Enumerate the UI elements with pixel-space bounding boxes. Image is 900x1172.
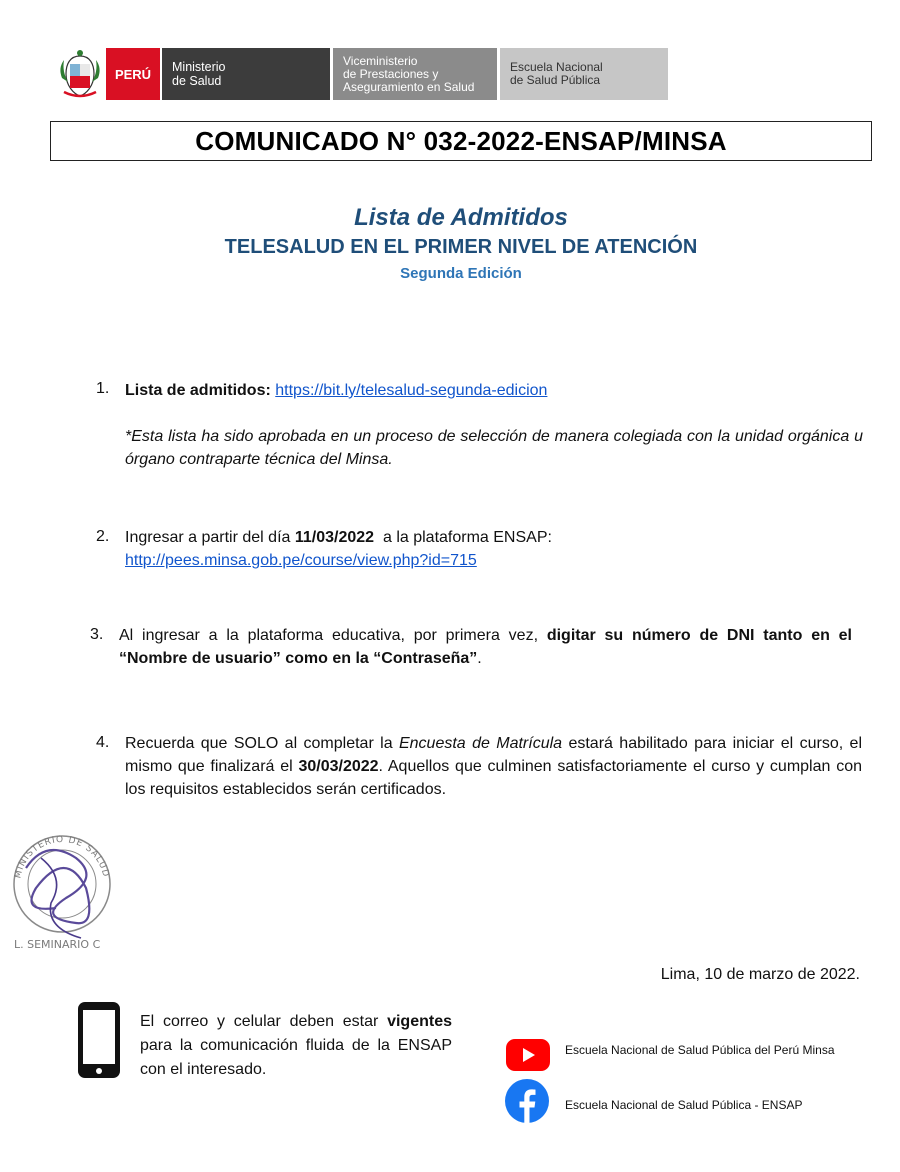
notice-text-b: para la comunicación fluida de la ENSAP con el interesado. [140,1037,452,1078]
item-4-italic: Encuesta de Matrícula [398,735,563,752]
escuela-nacional-block: Escuela Nacional de Salud Pública [500,48,668,100]
item-1-label: Lista de admitidos: [125,382,271,399]
item-4-text-c: . Aquellos que culminen satisfactoriamente el curso y cumplan con los requisitos establecidos serán certificados. [125,758,862,798]
ministerio-de-salud-block: Ministerio de Salud [162,48,330,100]
item-1-note: *Esta lista ha sido aprobada en un proceso de selección de manera colegiada con la unidad orgánica u órgano contraparte técnica del Minsa. [125,428,863,468]
peru-coat-of-arms-logo [56,48,104,100]
item-3-text-a: Al ingresar a la plataforma educativa, por primera vez, [119,627,547,644]
item-3-text-b: . [477,650,482,667]
document-title: COMUNICADO N° 032-2022-ENSAP/MINSA [50,121,872,161]
item-3-number: 3. [90,626,104,643]
peru-brand-block: PERÚ [106,48,160,100]
item-4-text-b: estará habilitado para iniciar el curso, el mismo que finalizará el [125,735,862,775]
subtitle-edition: Segunda Edición [400,265,522,282]
item-4-text [125,732,862,801]
item-3-text [119,624,852,670]
item-3-bold: digitar su número de DNI tanto en el “Nombre de usuario” como en la “Contraseña” [119,627,853,667]
youtube-icon[interactable] [506,1039,550,1071]
item-2-link-line [125,549,477,572]
mobile-phone-icon [76,1000,122,1080]
contact-notice [140,1010,452,1082]
item-4-date: 30/03/2022 [298,758,379,775]
item-2-number: 2. [96,528,110,545]
item-1-line [125,379,865,402]
item-2-line [125,526,865,549]
viceministerio-block: Viceministerio de Prestaciones y Aseguramiento en Salud [333,48,497,100]
youtube-channel-name[interactable]: Escuela Nacional de Salud Pública del Perú Minsa [565,1043,835,1057]
ensap-platform-link[interactable]: http://pees.minsa.gob.pe/course/view.php?id=715 [125,552,477,569]
notice-text-a: El correo y celular deben estar [140,1013,388,1030]
notice-bold: vigentes [387,1013,452,1030]
item-2-date: 11/03/2022 [294,529,375,546]
facebook-page-name[interactable]: Escuela Nacional de Salud Pública - ENSAP [565,1098,803,1112]
item-1-note-text: *Esta lista ha sido aprobada en un proceso de selección de manera colegiada con la unidad orgánica u órgano contraparte técnica del Minsa [125,428,863,468]
item-4-text-a: Recuerda que SOLO al completar la [125,735,399,752]
subtitle-program-name: TELESALUD EN EL PRIMER NIVEL DE ATENCIÓN [224,236,698,258]
document-date: Lima, 10 de marzo de 2022. [660,966,860,983]
stamp-ring-text: MINISTERIO DE SALUD [13,834,111,880]
item-1-number: 1. [96,380,110,397]
subtitle-admitted-list: Lista de Admitidos [354,204,568,231]
item-4-number: 4. [96,734,110,751]
official-seal-stamp [6,828,118,960]
item-2-text-a: Ingresar a partir del día [125,529,295,546]
stamp-bottom-text: L. SEMINARIO C [14,938,101,951]
item-2-text-b: a la plataforma ENSAP: [374,529,552,546]
facebook-icon[interactable] [505,1079,549,1123]
admitted-list-link[interactable]: https://bit.ly/telesalud-segunda-edicion [275,382,548,399]
svg-text:MINISTERIO DE SALUD [13,835,110,880]
